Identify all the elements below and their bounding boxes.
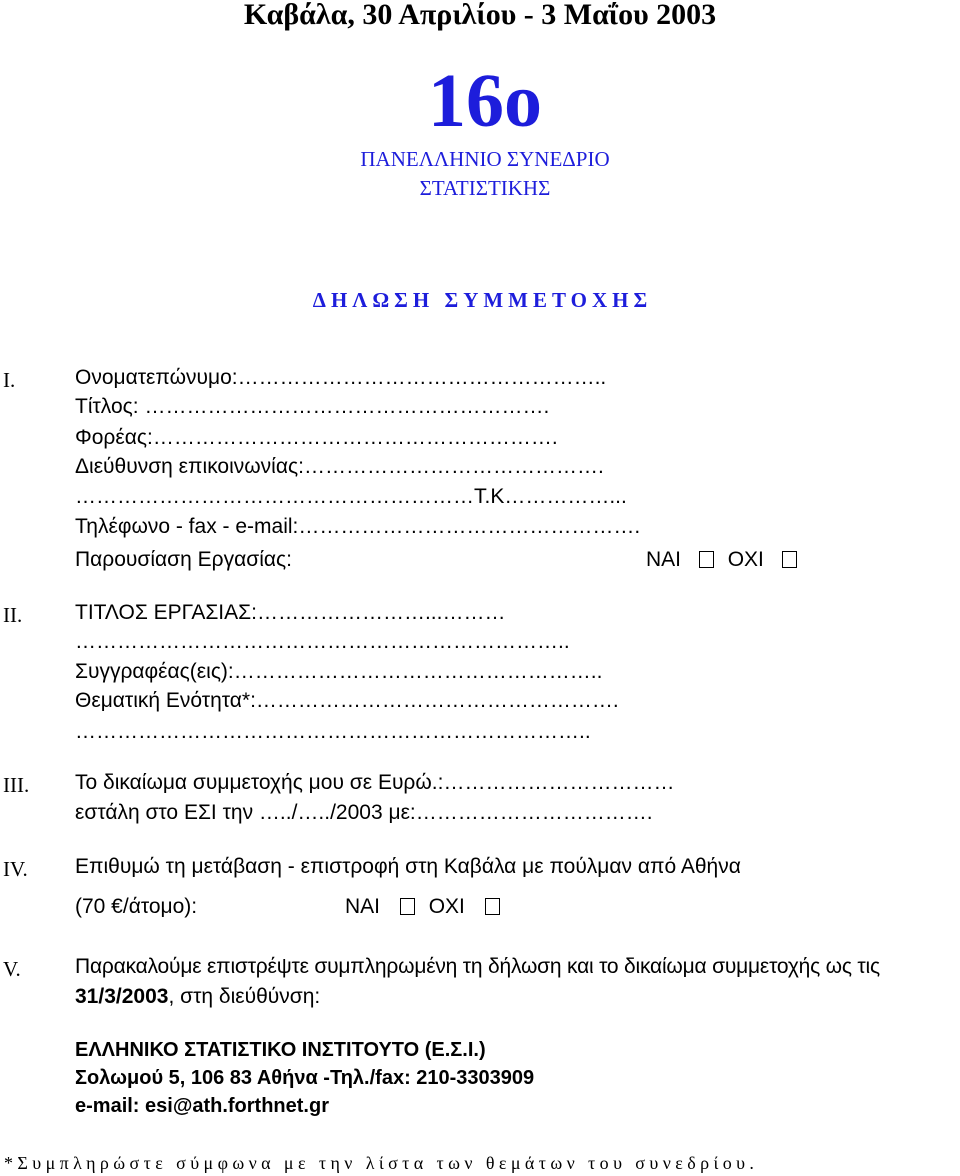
conference-edition: 16ο bbox=[428, 59, 542, 143]
section-5-numeral: V. bbox=[3, 957, 21, 981]
form-title: ΔΗΛΩΣΗ ΣΥΜΜΕΤΟΧΗΣ bbox=[312, 288, 653, 312]
topic-footnote: *Συμπληρώστε σύμφωνα με την λίστα των θεμάτων του συνεδρίου. bbox=[4, 1153, 759, 1173]
presentation-yes-option[interactable] bbox=[646, 548, 797, 572]
section-2-numeral: II. bbox=[3, 603, 23, 627]
fee-amount-field-line[interactable]: Το δικαίωμα συμμετοχής μου σε Ευρώ.:…………………………… bbox=[75, 771, 675, 794]
bus-yes-checkbox[interactable] bbox=[400, 898, 415, 915]
presentation-yes-checkbox[interactable] bbox=[699, 551, 714, 568]
bus-yes-option[interactable] bbox=[345, 895, 500, 919]
return-request-line1: Παρακαλούμε επιστρέψτε συμπληρωμένη τη δήλωση και το δικαίωμα συμμετοχής ως τις bbox=[75, 955, 880, 978]
bus-yes-label: ΝΑΙ bbox=[345, 895, 381, 918]
fee-sent-field-line[interactable]: εστάλη στο ΕΣΙ την …../…../2003 με:……………………………. bbox=[75, 801, 653, 824]
institute-address: Σολωμού 5, 106 83 Αθήνα -Τηλ./fax: 210-3303909 bbox=[75, 1067, 535, 1089]
bus-no-label: ΟΧΙ bbox=[428, 895, 465, 918]
title-field-line[interactable]: Τίτλος: …………………………………………………. bbox=[75, 395, 550, 418]
topic-continuation-line[interactable]: ……………………………………………………………….. bbox=[75, 720, 591, 743]
bus-no-checkbox[interactable] bbox=[485, 898, 500, 915]
location-date-heading: Καβάλα, 30 Απριλίου - 3 Μαΐου 2003 bbox=[243, 0, 717, 31]
presentation-label: Παρουσίαση Εργασίας: bbox=[75, 548, 292, 571]
section-1-numeral: I. bbox=[3, 368, 16, 392]
organization-field-line[interactable]: Φορέας:…………………………………………………. bbox=[75, 426, 558, 449]
return-request-line2-rest: , στη διεύθύνση: bbox=[168, 985, 321, 1008]
deadline-date: 31/3/2003 bbox=[75, 985, 169, 1008]
presentation-no-checkbox[interactable] bbox=[782, 551, 797, 568]
contact-field-line[interactable]: Τηλέφωνο - fax - e-mail:…………………………………………. bbox=[75, 515, 641, 538]
section-4-numeral: IV. bbox=[3, 857, 28, 881]
conference-name-line1: ΠΑΝΕΛΛΗΝΙΟ ΣΥΝΕΔΡΙΟ bbox=[360, 147, 610, 171]
section-3-numeral: III. bbox=[3, 773, 30, 797]
topic-field-line[interactable]: Θεματική Ενότητα*:……………………………………………. bbox=[75, 689, 619, 712]
presentation-yes-label: ΝΑΙ bbox=[646, 548, 682, 571]
conference-name-line2: ΣΤΑΤΙΣΤΙΚΗΣ bbox=[419, 176, 551, 200]
authors-field-line[interactable]: Συγγραφέας(εις):…………………………………………….. bbox=[75, 660, 603, 683]
return-request-line2 bbox=[75, 985, 320, 1009]
institute-name: ΕΛΛΗΝΙΚΟ ΣΤΑΤΙΣΤΙΚΟ ΙΝΣΤΙΤΟΥΤΟ (Ε.Σ.Ι.) bbox=[75, 1039, 486, 1061]
bus-price-label: (70 €/άτομο): bbox=[75, 895, 198, 918]
name-field-line[interactable]: Ονοματεπώνυμο:…………………………………………….. bbox=[75, 366, 607, 389]
bus-transfer-text: Επιθυμώ τη μετάβαση - επιστροφή στη Καβάλα με πούλμαν από Αθήνα bbox=[75, 855, 741, 878]
presentation-no-label: ΟΧΙ bbox=[727, 548, 764, 571]
postcode-field-line[interactable]: …………………………………………………T.K……………... bbox=[75, 485, 627, 508]
paper-title-field-line[interactable]: ΤΙΤΛΟΣ ΕΡΓΑΣΙΑΣ:……………………...……… bbox=[75, 601, 506, 624]
institute-email[interactable]: e-mail: esi@ath.forthnet.gr bbox=[75, 1095, 329, 1117]
address-field-line[interactable]: Διεύθυνση επικοινωνίας:……………………………………. bbox=[75, 455, 604, 478]
paper-title-continuation-line[interactable]: …………………………………………………………….. bbox=[75, 630, 570, 653]
